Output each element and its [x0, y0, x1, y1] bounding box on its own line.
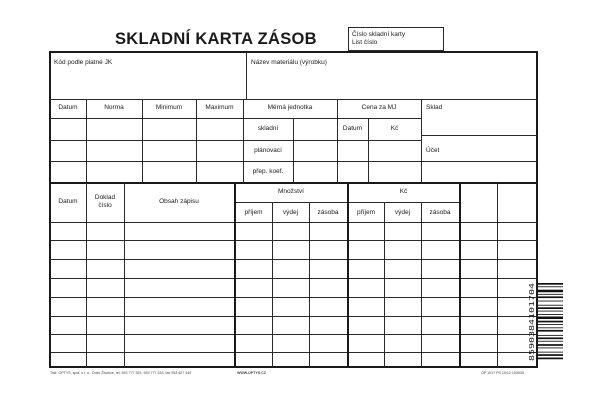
card-number-label: Číslo skladní karty	[352, 31, 406, 38]
barcode-bar	[538, 307, 563, 309]
unit-skladni: skladní	[257, 125, 279, 132]
line	[272, 202, 273, 367]
barcode-bar	[538, 354, 563, 356]
kc-zasoba: zásoba	[429, 209, 451, 216]
lower-header-doklad: Doklad	[94, 194, 116, 201]
barcode-bar	[538, 301, 563, 302]
barcode-bar	[538, 352, 563, 353]
barcode-bar	[538, 358, 563, 360]
barcode-number: 8590384101704	[528, 306, 536, 361]
barcode-bar	[538, 327, 563, 328]
line	[459, 183, 461, 367]
mnozstvi-zasoba: zásoba	[317, 209, 339, 216]
barcode-bar	[538, 290, 563, 293]
line	[50, 140, 421, 141]
barcode-bar	[538, 314, 563, 315]
line	[309, 202, 310, 367]
material-name-label: Název materiálu (výrobku)	[251, 59, 327, 66]
barcode-bar	[538, 344, 563, 346]
line	[293, 118, 294, 182]
lower-header-obsah: Obsah zápisu	[159, 198, 199, 205]
barcode-bar	[538, 348, 563, 349]
mnozstvi-prijem: příjem	[244, 209, 263, 216]
barcode-bar	[538, 335, 563, 336]
barcode-bar	[538, 296, 563, 298]
price-kc: Kč	[390, 125, 399, 132]
upper-header-maximum: Maximum	[205, 104, 234, 111]
barcode-bar	[538, 324, 563, 325]
barcode-bar	[538, 337, 563, 339]
lower-header-datum: Datum	[58, 198, 78, 205]
barcode-bar	[538, 330, 563, 332]
barcode-bar	[538, 317, 563, 320]
footer-printer: Tisk: OPTYS, spol. s r. o., Dolní Životice, tel. 553 777 351, 553 777 333, fax 553 627 449	[50, 371, 192, 375]
unit-planovaci: plánovací	[254, 147, 282, 154]
line	[421, 202, 422, 367]
price-datum: Datum	[342, 125, 363, 132]
line	[50, 118, 421, 119]
footer-code: OP 1017 PS 10/12 153535	[481, 371, 524, 375]
upper-header-unit: Měrná jednotka	[267, 104, 313, 111]
footer-url: WWW.OPTYS.CZ	[237, 371, 266, 375]
barcode-bar	[538, 294, 563, 295]
kc-vydej: výdej	[394, 209, 411, 216]
code-label: Kód podle platné JK	[54, 59, 113, 66]
sheet-number-label: List číslo	[352, 39, 378, 46]
upper-header-datum: Datum	[58, 104, 78, 111]
sklad-label: Sklad	[426, 104, 443, 111]
lower-header-mnozstvi: Množství	[277, 188, 304, 195]
lower-header-kc: Kč	[399, 188, 408, 195]
line	[384, 202, 385, 367]
barcode	[538, 283, 563, 361]
line	[421, 135, 537, 136]
mnozstvi-vydej: výdej	[282, 209, 299, 216]
line	[50, 99, 537, 100]
line	[124, 183, 125, 367]
upper-header-norma: Norma	[104, 104, 124, 111]
barcode-bar	[538, 286, 563, 287]
barcode-bar	[538, 311, 563, 312]
ucet-label: Účet	[426, 147, 440, 154]
line	[86, 183, 87, 367]
lower-header-cislo: číslo	[98, 202, 112, 209]
unit-prep-koef: přep. koef.	[252, 168, 284, 175]
upper-header-minimum: Minimum	[155, 104, 183, 111]
kc-prijem: příjem	[356, 209, 376, 216]
barcode-bar	[538, 321, 563, 323]
barcode-digits	[527, 283, 537, 361]
upper-header-price: Cena za MJ	[361, 104, 397, 111]
line	[421, 99, 422, 182]
line	[246, 52, 247, 99]
barcode-bar	[538, 305, 563, 306]
line	[497, 183, 498, 367]
form-title: SKLADNÍ KARTA ZÁSOB	[115, 30, 317, 48]
barcode-bar	[538, 283, 563, 285]
barcode-bar	[538, 341, 563, 342]
